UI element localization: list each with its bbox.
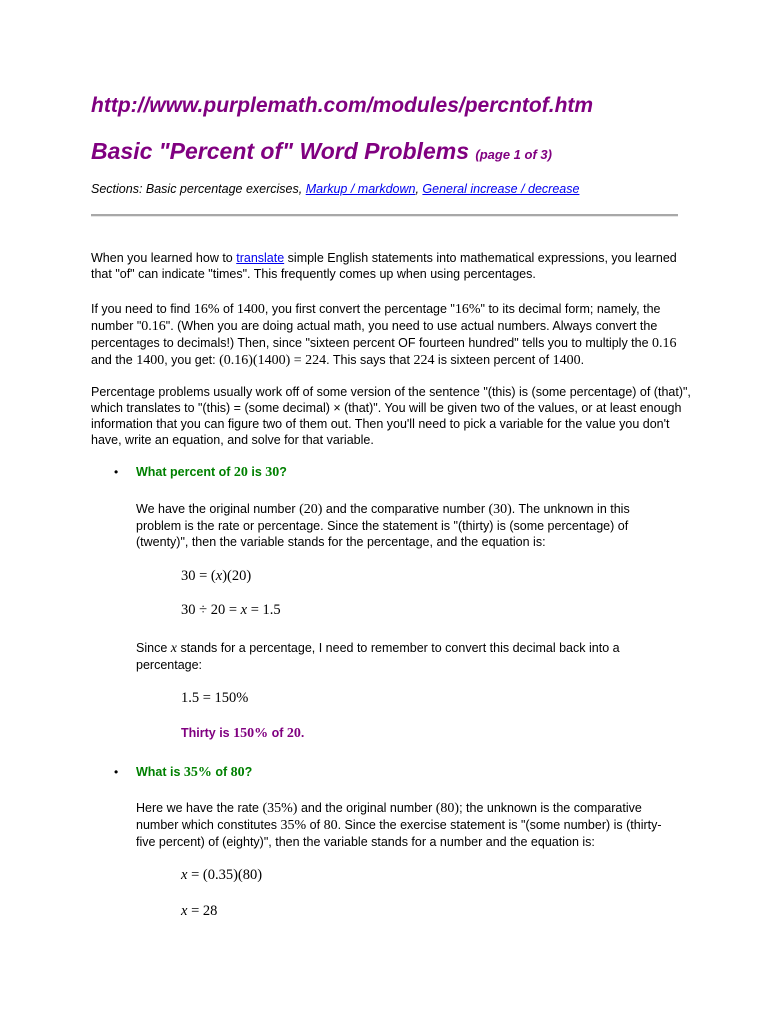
text: When you learned how to: [91, 251, 237, 265]
math: 35%: [280, 818, 307, 833]
math: 80: [230, 765, 245, 780]
equation-4: [181, 867, 262, 884]
math: 20: [233, 465, 248, 480]
math: (35%): [262, 801, 298, 816]
math: 224: [413, 353, 435, 368]
math: (80): [435, 801, 460, 816]
intro-paragraph-3: Percentage problems usually work off of some version of the sentence "(this) is (some percentage) of (that)", which translates to "(this) = (some decimal) × (that)". You will be given two of the values, or at least enough information that you can figure two of them out. Then you'll need to pick a variable for the value you don't have, write an equation, and solve for that variable.: [91, 385, 691, 447]
math: 1400: [136, 353, 165, 368]
text: and the: [91, 353, 137, 367]
text: is sixteen percent of: [434, 353, 553, 367]
text: .: [300, 726, 305, 740]
text: Since: [136, 641, 171, 655]
horizontal-rule: [91, 214, 678, 217]
text: of: [219, 302, 237, 316]
sections-prefix: Sections: Basic percentage exercises,: [91, 182, 306, 196]
variable: x: [181, 867, 188, 883]
answer-1: [181, 726, 304, 742]
text: of: [306, 818, 324, 832]
text: and the comparative number: [322, 502, 489, 516]
text: . The unknown in this problem is the rate or percentage. Since the statement is "(thirty) is (some percentage) of (twenty)", then the variable stands for the percentage, and the equation is:: [136, 502, 630, 549]
bullet-icon: •: [114, 765, 119, 779]
math: (20): [299, 502, 323, 517]
math: 16%: [454, 302, 481, 317]
text: of: [211, 765, 231, 779]
intro-paragraph-2: [91, 301, 691, 369]
page-info: (page 1 of 3): [475, 147, 552, 162]
variable: x: [240, 602, 248, 618]
equation-2: [181, 602, 281, 619]
math: 1400: [552, 353, 581, 368]
text: What is: [136, 765, 184, 779]
math: (30): [488, 502, 512, 517]
text: and the original number: [297, 801, 436, 815]
text: We have the original number: [136, 502, 300, 516]
text: of: [268, 726, 287, 740]
math: 16%: [193, 302, 220, 317]
text: ?: [244, 765, 253, 779]
equation-1: [181, 568, 251, 585]
text: . This says that: [326, 353, 414, 367]
text: Thirty is: [181, 726, 234, 740]
translate-link[interactable]: translate: [236, 251, 285, 265]
math: 1400: [236, 302, 265, 317]
question-1: [136, 465, 287, 481]
math: 80: [323, 818, 338, 833]
variable: x: [181, 903, 188, 919]
math: 35%: [183, 765, 212, 780]
bullet-icon: •: [114, 465, 119, 479]
text: , you first convert the percentage ": [264, 302, 455, 316]
intro-paragraph-1: [91, 250, 691, 282]
text: ; the unknown is the comparative number which constitutes: [136, 801, 642, 832]
math: 20: [286, 726, 301, 741]
text: " to its decimal form; namely, the number ": [91, 302, 661, 333]
text: . Since the exercise statement is "(some number) is (thirty-five percent) of (eighty)", then the variable stands for a number and the equation is:: [136, 818, 662, 849]
text: is: [247, 465, 266, 479]
page-title: [91, 138, 552, 165]
math: 30: [265, 465, 280, 480]
variable: x: [170, 641, 177, 656]
text: .: [580, 353, 585, 367]
markup-markdown-link[interactable]: Markup / markdown: [305, 182, 416, 196]
question-2: [136, 765, 252, 781]
math: = 1.5: [247, 602, 281, 618]
text: ?: [279, 465, 287, 479]
problem-1-explanation: [136, 501, 676, 550]
page-url: http://www.purplemath.com/modules/percntof.htm: [91, 94, 594, 117]
text: If you need to find: [91, 302, 194, 316]
variable: x: [215, 568, 223, 584]
text: simple English statements into mathematical expressions, you learned that "of" can indicate "times". This frequently comes up when using percentages.: [91, 251, 677, 281]
text: , you get:: [164, 353, 220, 367]
text: ". (When you are doing actual math, you need to use actual numbers. Always convert the percentages to decimals!) Then, since "sixteen percent OF fourteen hundred" tells you to multiply the: [91, 319, 658, 350]
text: Here we have the rate: [136, 801, 263, 815]
problem-2-explanation: [136, 800, 676, 850]
text: What percent of: [136, 465, 234, 479]
math: (0.16)(1400) = 224: [219, 353, 327, 368]
math: 0.16: [652, 336, 677, 351]
sections-line: [91, 182, 579, 196]
general-increase-decrease-link[interactable]: General increase / decrease: [422, 182, 580, 196]
equation-5: [181, 903, 217, 920]
math: = 28: [187, 903, 218, 919]
math: )(20): [222, 568, 252, 584]
text: stands for a percentage, I need to remember to convert this decimal back into a percentage:: [136, 641, 620, 672]
equation-3: 1.5 = 150%: [181, 690, 249, 706]
title-text: Basic "Percent of" Word Problems: [91, 138, 469, 164]
math: 150%: [233, 726, 269, 741]
math: 30 ÷ 20 =: [181, 602, 241, 618]
math: = (0.35)(80): [187, 867, 263, 883]
math: 0.16: [141, 319, 166, 334]
math: 30 = (: [181, 568, 216, 584]
sections-separator: ,: [415, 182, 423, 196]
problem-1-conversion-note: [136, 640, 676, 673]
